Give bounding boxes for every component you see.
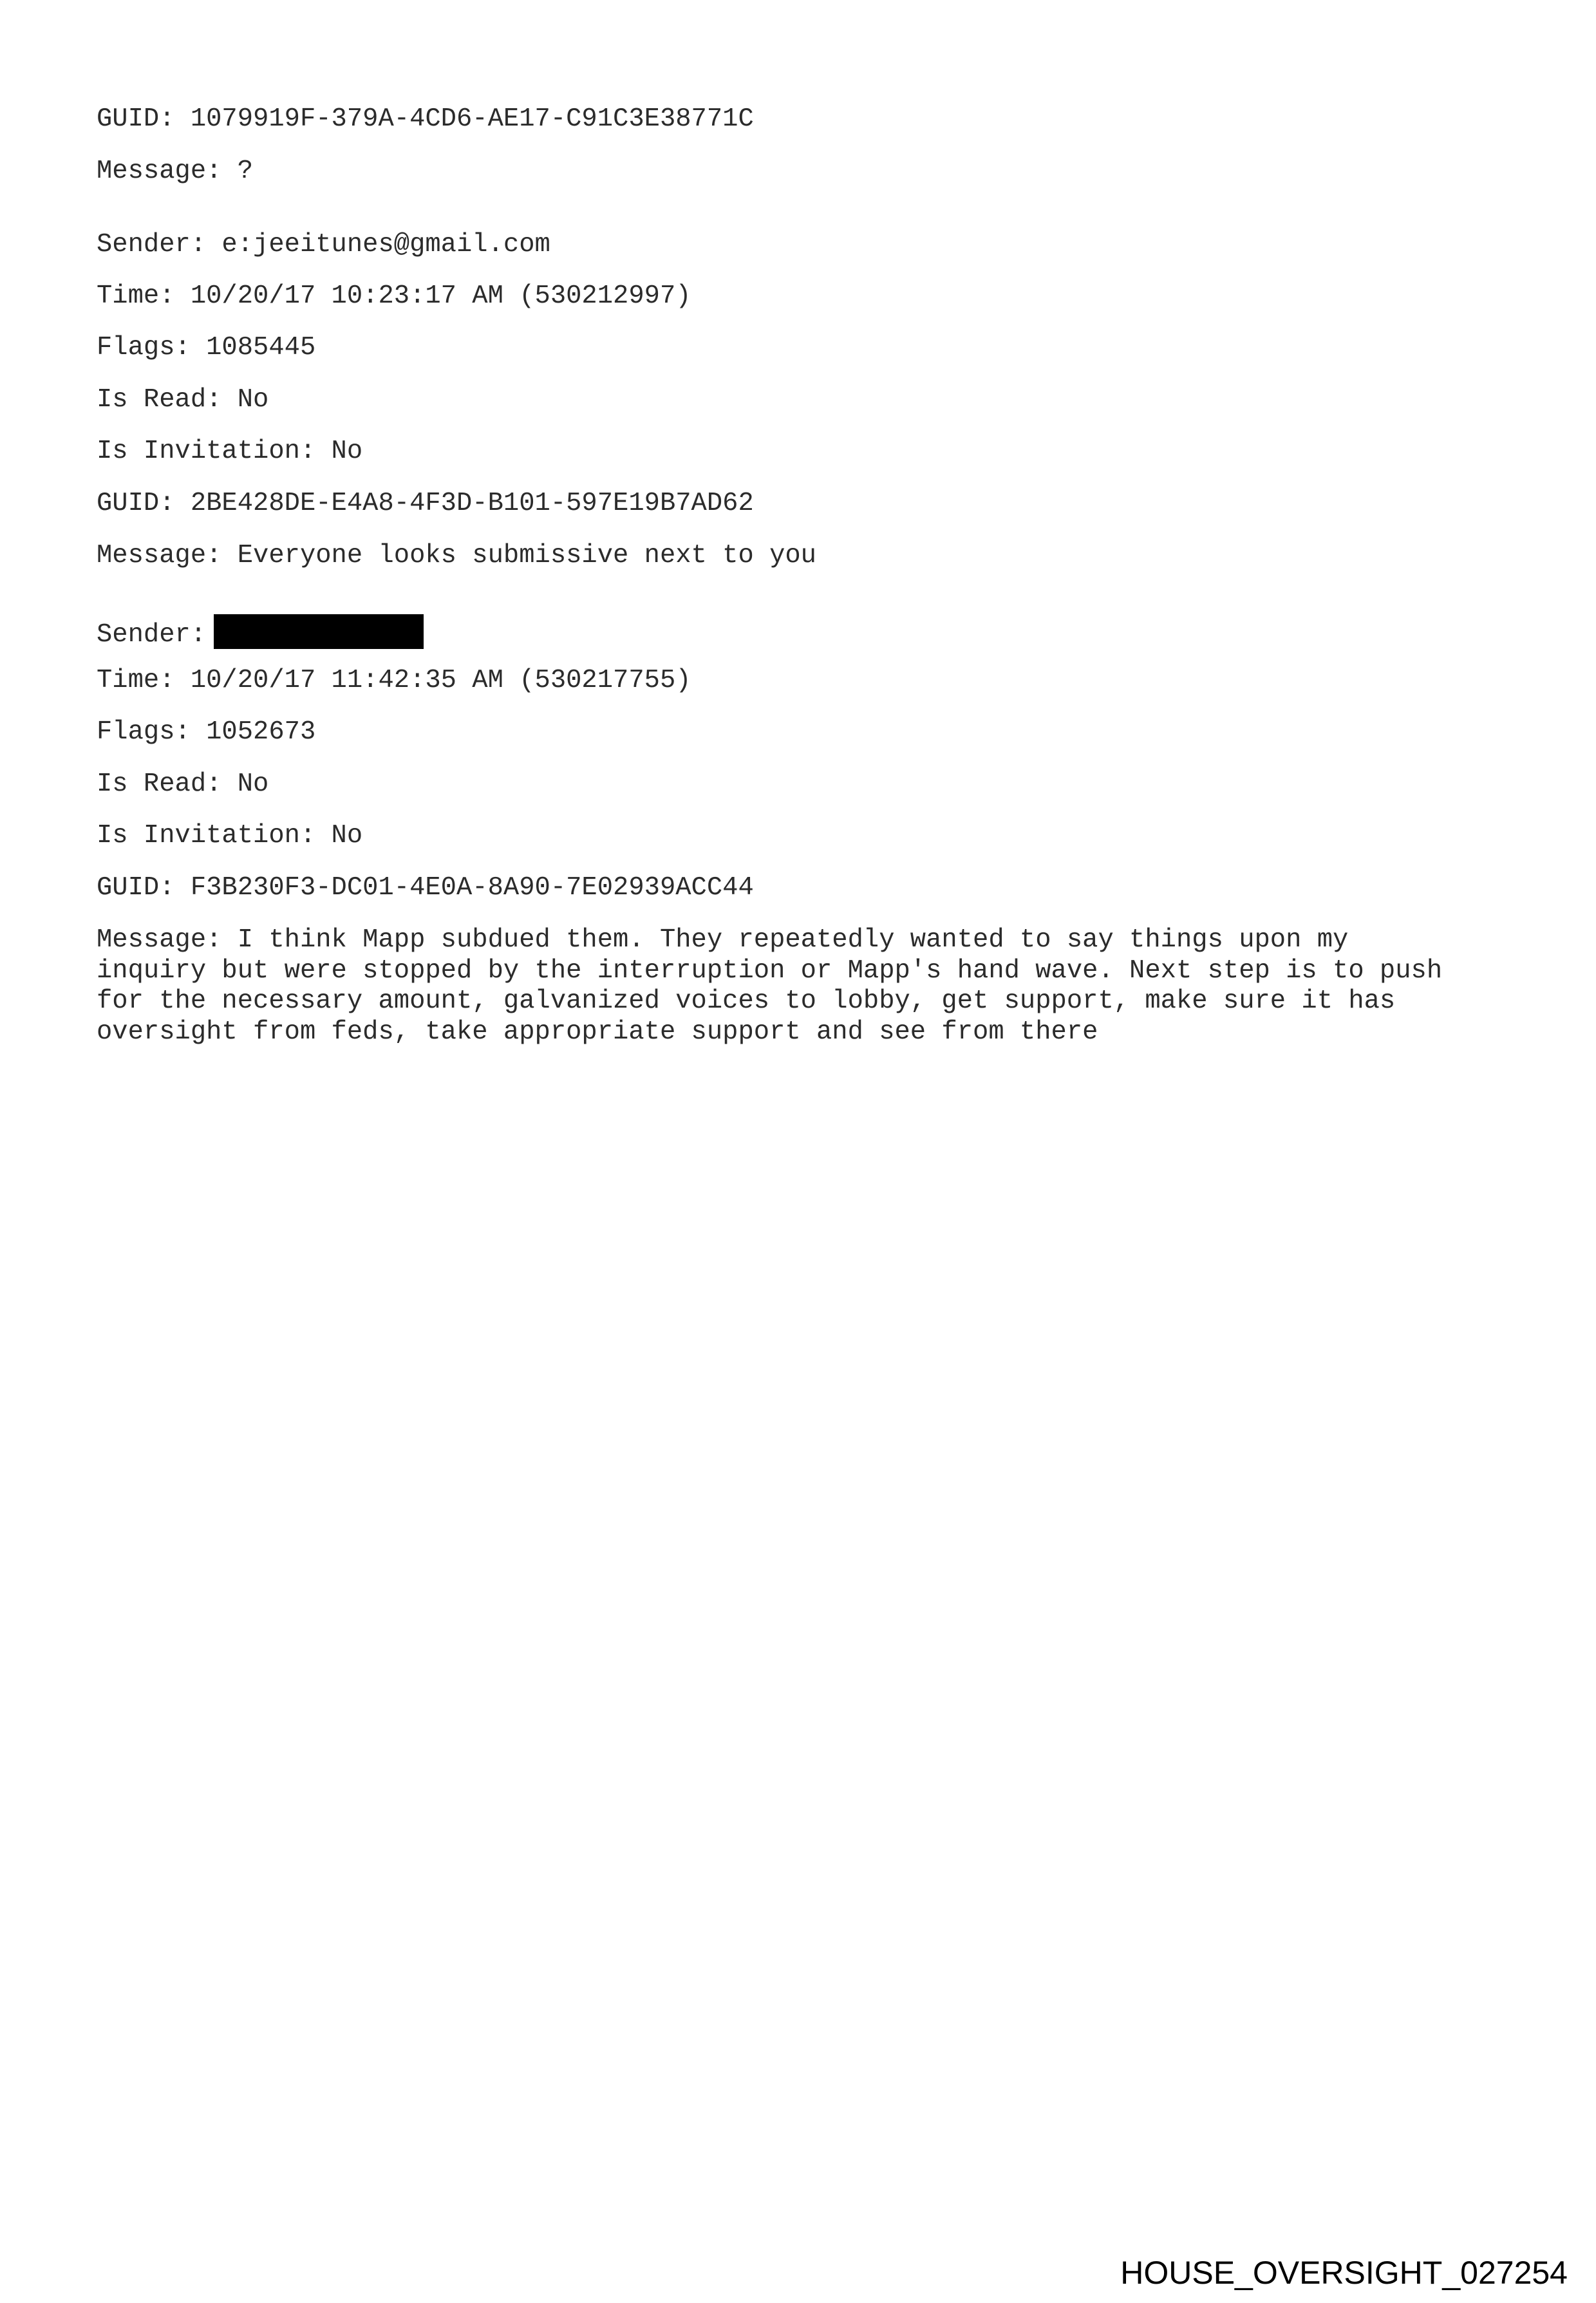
- guid-line: GUID: F3B230F3-DC01-4E0A-8A90-7E02939ACC44: [97, 873, 754, 903]
- message-line: Message: ?: [97, 156, 254, 186]
- is-read-line: Is Read: No: [97, 385, 269, 415]
- sender-line: [97, 614, 424, 650]
- message-paragraph: Message: I think Mapp subdued them. They repeatedly wanted to say things upon my inquiry but were stopped by the interruption or Mapp's hand wave. Next step is to push for the necessary amount, galvanized voices to lobby, get support, make sure it has oversight from feds, take appropriate support and see from there: [97, 925, 1443, 1047]
- is-invitation-line: Is Invitation: No: [97, 437, 363, 466]
- time-line: Time: 10/20/17 10:23:17 AM (530212997): [97, 281, 691, 311]
- is-invitation-line: Is Invitation: No: [97, 821, 363, 851]
- sender-label: Sender:: [97, 620, 207, 650]
- flags-line: Flags: 1052673: [97, 717, 316, 747]
- redaction-box: [214, 614, 424, 649]
- bates-number: HOUSE_OVERSIGHT_027254: [1120, 2255, 1568, 2291]
- guid-line: GUID: 2BE428DE-E4A8-4F3D-B101-597E19B7AD62: [97, 489, 754, 518]
- flags-line: Flags: 1085445: [97, 333, 316, 362]
- is-read-line: Is Read: No: [97, 769, 269, 799]
- guid-line: GUID: 1079919F-379A-4CD6-AE17-C91C3E38771C: [97, 104, 754, 134]
- message-line: Message: Everyone looks submissive next to you: [97, 541, 816, 570]
- time-line: Time: 10/20/17 11:42:35 AM (530217755): [97, 666, 691, 695]
- sender-line: Sender: e:jeeitunes@gmail.com: [97, 230, 550, 259]
